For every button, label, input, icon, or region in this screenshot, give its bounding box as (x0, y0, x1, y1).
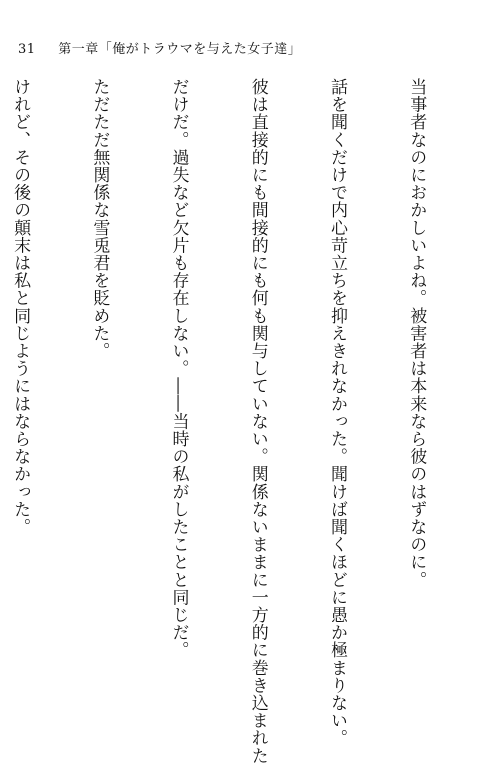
text-line: 話を聞くだけで内心苛立ちを抑えきれなかった。聞けば聞くほどに愚か極まりない。 (326, 78, 347, 747)
page-number: 31 (18, 42, 36, 57)
page-header (18, 38, 301, 57)
text-line: けれど、その後の顛末は私と同じようにはならなかった。 (10, 78, 31, 536)
text-line: だけだ。過失など欠片も存在しない。――当時の私がしたことと同じだ。 (168, 78, 189, 659)
text-line: 彼は直接的にも間接的にも何も関与していない。関係ないままに一方的に巻き込まれた (247, 78, 268, 765)
text-line: ただただ無関係な雪兎君を貶めた。 (89, 78, 110, 360)
body-text (0, 78, 482, 765)
text-line: 当事者なのにおかしいよね。被害者は本来なら彼のはずなのに。 (406, 78, 427, 589)
chapter-title: 第一章「俺がトラウマを与えた女子達」 (58, 42, 302, 57)
